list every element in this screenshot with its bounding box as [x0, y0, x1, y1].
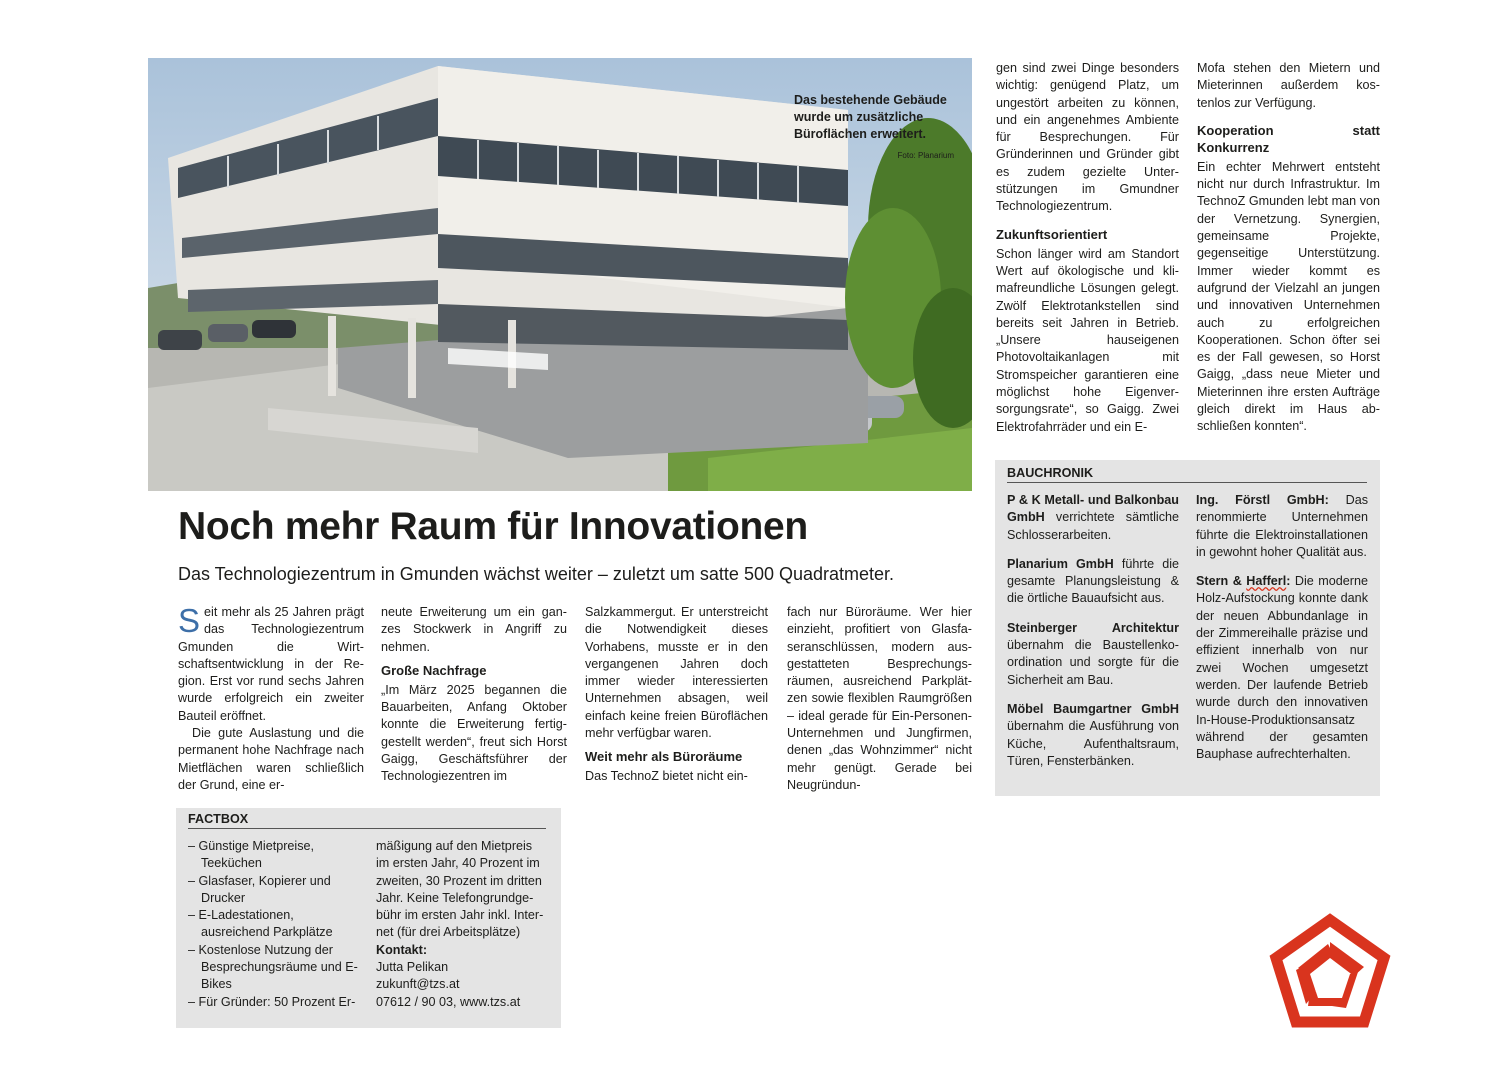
company-name: P & K Metall- und Balkonbau GmbH: [1007, 493, 1179, 525]
company-name-underlined: Hafferl: [1246, 574, 1287, 589]
contact-phone[interactable]: 07612 / 90 03, www.tzs.at: [376, 994, 521, 1009]
bauchronik-title: BAUCHRONIK: [1007, 466, 1367, 483]
article-column-1: [178, 604, 364, 794]
bauchronik-entry: [1196, 573, 1368, 763]
pentagon-logo: [1268, 912, 1392, 1032]
company-name-colon: :: [1286, 574, 1291, 589]
entry-text: Das renommierte Unternehmen führte die Elektroinstallationen in gewohnt hoher Qualität aus.: [1196, 493, 1368, 559]
article-column-5: [996, 60, 1179, 436]
article-paragraph: eit mehr als 25 Jahren prägt das Technologiezentrum Gmunden die Wirtschaftsentwicklung in der Region. Erst vor rund sechs Jahren wurde erfolgreich ein zweiter Bauteil eröffnet.: [178, 605, 364, 723]
article-column-3: [585, 604, 768, 786]
article-paragraph: Das TechnoZ bietet nicht ein-: [585, 769, 748, 784]
factbox-text: mäßigung auf den Mietpreis im ersten Jahr, 40 Prozent im zweiten, 30 Prozent im dritten Jahr. Keine Telefongrundgebühr im ersten Jahr inkl. Internet (für drei Arbeitsplätze): [376, 839, 544, 940]
contact-label: Kontakt:: [376, 942, 428, 957]
subtitle: Das Technologiezentrum in Gmunden wächst weiter – zuletzt um satte 500 Quadratmeter.: [178, 564, 895, 584]
building-photo: [148, 58, 972, 491]
factbox-item: – Kostenlose Nutzung der Besprechungsräume und E-Bikes: [188, 942, 358, 992]
article-paragraph: Schon länger wird am Standort Wert auf ökologische und klimafreundliche Lösungen gelegt. Zwölf Elektrotankstellen sind bereits seit Jahren in Betrieb. „Unsere hauseigenen Photovoltaikanlagen mit Stromspeicher garantieren eine möglichst hohe Eigenversorgungsrate“, so Gaigg. Zwei Elektrofahrräder und ein E-: [996, 246, 1179, 434]
entry-text: führte die gesamte Planungsleistung & die örtliche Bauaufsicht aus.: [1007, 556, 1179, 606]
article-paragraph: neute Erweiterung um ein ganzes Stockwerk in Angriff zu nehmen.: [381, 605, 567, 654]
entry-text: übernahm die Baustellenkoordination und sorgte für die Sicherheit am Bau.: [1007, 638, 1179, 687]
factbox-item: – Glasfaser, Kopierer und Drucker: [188, 873, 331, 905]
photo-credit: Foto: Planarium: [897, 151, 954, 160]
photo-caption-text: Das bestehende Gebäude wurde um zusätzliche Büroflächen erweitert.: [794, 93, 947, 141]
subheading-weit-mehr: Weit mehr als Büroräume: [585, 749, 743, 765]
article-column-4: [787, 604, 972, 794]
bauchronik-entry: [1007, 492, 1179, 544]
company-name: Steinberger Architektur: [1007, 620, 1179, 635]
bauchronik-right-column: [1196, 492, 1368, 775]
factbox-list: [188, 838, 363, 1011]
bauchronik-box: [995, 460, 1380, 796]
bauchronik-entry: [1007, 620, 1179, 689]
article-paragraph: gen sind zwei Dinge besonders wichtig: genügend Platz, um ungestört arbeiten zu können, und ein angenehmes Ambiente für Besprechungen. Für Gründerinnen und Gründer gibt es zudem gezielte Unterstützungen im Gmundner Technologiezentrum.: [996, 61, 1179, 214]
article-paragraph: Mofa stehen den Mietern und Mieterinnen außerdem kostenlos zur Verfügung.: [1197, 61, 1380, 110]
contact-name: Jutta Pelikan: [376, 960, 449, 975]
bauchronik-left-column: [1007, 492, 1179, 782]
article-paragraph: Die gute Auslastung und die permanent hohe Nachfrage nach Mietflächen waren schließlich der Grund, eine er-: [178, 726, 364, 792]
photo-caption: [794, 92, 954, 164]
article-paragraph: Salzkammergut. Er unterstreicht die Notwendigkeit dieses Vorhabens, musste er in den vergangenen Jahren doch immer wieder interessierten Unternehmen absagen, weil einfach keine freien Büroflächen mehr verfügbar waren.: [585, 605, 768, 741]
factbox-column-2: [376, 838, 548, 1011]
factbox-item: – Günstige Mietpreise, Teeküchen: [188, 839, 314, 871]
factbox-title: FACTBOX: [188, 812, 546, 829]
factbox-item: – E-Ladestationen, ausreichend Parkplätze: [188, 908, 333, 940]
article-paragraph: fach nur Büroräume. Wer hier einzieht, profitiert von Glasfaseranschlüssen, modern ausgestatteten Besprechungsräumen, ausreichend Parkplätzen sowie flexiblen Raumgrößen – ideal gerade für Ein-Personen-Unternehmen und Jungfirmen, denen „das Wohnzimmer“ nicht mehr genügt. Gerade bei Neugründun-: [787, 605, 972, 792]
subheading-zukunftsorientiert: Zukunftsorientiert: [996, 226, 1108, 242]
article-paragraph: „Im März 2025 begannen die Bauarbeiten, Anfang Oktober konnte die Erweiterung fertiggestellt werden“, freut sich Horst Gaigg, Geschäftsführer der Technologiezentren im: [381, 682, 567, 784]
company-name: Stern &: [1196, 574, 1247, 589]
contact-email[interactable]: zukunft@tzs.at: [376, 977, 460, 992]
bauchronik-entry: [1007, 556, 1179, 608]
factbox-item: – Für Gründer: 50 Prozent Er-: [188, 994, 356, 1009]
factbox: [176, 808, 561, 1028]
headline: Noch mehr Raum für Innovationen: [178, 505, 808, 548]
pentagon-logo-icon: [1268, 912, 1392, 1032]
article-paragraph: Ein echter Mehrwert entsteht nicht nur durch Infrastruktur. Im TechnoZ Gmunden lebt man von der Vernetzung. Synergien, gemeinsame Projekte, gegenseitige Unterstützung. Immer wieder kommt es aufgrund der Vielzahl an jungen und innovativen Unternehmen auch zu erfolgreichen Kooperationen. Schon öfter sei es der Fall gewesen, so Horst Gaigg, „dass neue Mieter und Mieterinnen ihre ersten Aufträge gleich direkt im Haus abschließen konnten“.: [1197, 159, 1380, 434]
bauchronik-entry: [1007, 701, 1179, 770]
entry-text: übernahm die Ausführung von Küche, Aufenthaltsraum, Türen, Fensterbänken.: [1007, 719, 1179, 768]
company-name: Möbel Baumgartner GmbH: [1007, 701, 1179, 716]
article-column-2: [381, 604, 567, 786]
entry-text: verrichtete sämtliche Schlosserarbeiten.: [1007, 510, 1179, 542]
article-column-6: [1197, 60, 1380, 436]
company-name: Ing. Förstl GmbH:: [1196, 493, 1329, 507]
company-name: Planarium GmbH: [1007, 556, 1114, 571]
subheading-grosse-nachfrage: Große Nachfrage: [381, 662, 487, 678]
bauchronik-entry: [1196, 492, 1368, 561]
entry-text: Die moderne Holz-Aufstockung konnte dank der neuen Abbundanlage in der Zimmereihalle präzise und effizient innerhalb von nur zwei Wochen umgesetzt werden. Der laufende Betrieb wurde durch den innovativen In-House-Produktionsansatz während der gesamten Bauphase aufrechterhalten.: [1196, 574, 1368, 762]
subheading-kooperation: Kooperation statt Konkurrenz: [1197, 122, 1380, 155]
drop-cap: S: [178, 602, 201, 639]
